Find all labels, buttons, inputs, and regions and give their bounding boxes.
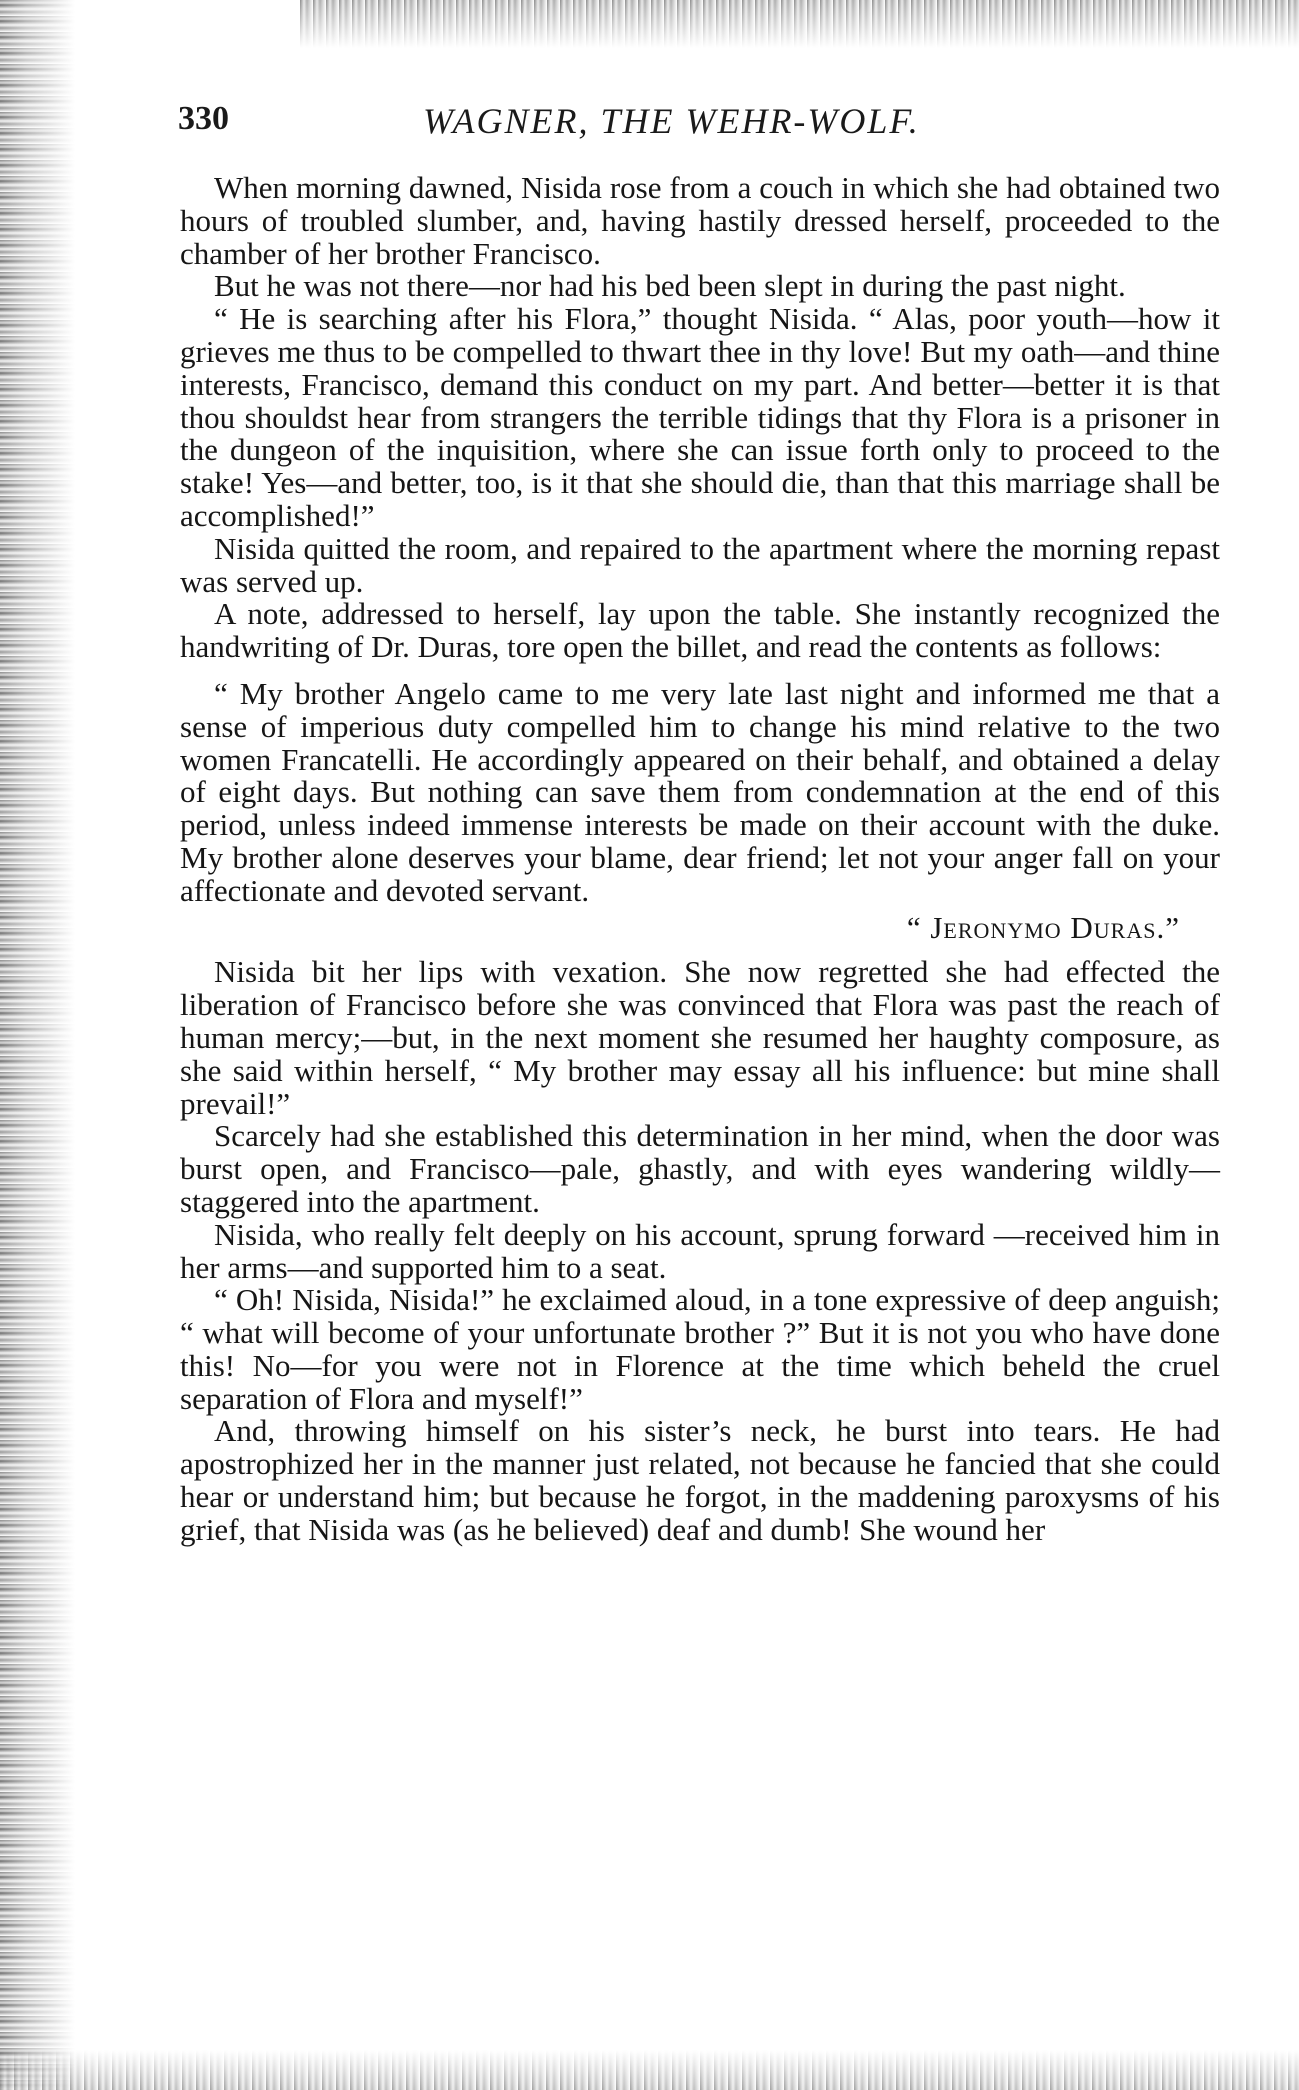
letter-signature: “ Jeronymo Duras.” (906, 909, 1180, 945)
paragraph: Nisida bit her lips with vexation. She now regretted she had effected the liberation of Francisco before she was convinced that Flora was past the reach of human mercy;—but, in the next moment she resumed her haughty composure, as she said within herself, “ My brother may essay all his influence: but mine shall prevail!” (180, 954, 1220, 1121)
paragraph: And, throwing himself on his sister’s neck, he burst into tears. He had apostrophized her in the manner just related, not because he fancied that she could hear or understand him; but because he forgot, in the maddening paroxysms of his grief, that Nisida was (as he believed) deaf and dumb! She wound her (180, 1413, 1220, 1547)
paragraph: “ He is searching after his Flora,” thought Nisida. “ Alas, poor youth—how it grieves me thus to be compelled to thwart thee in thy love! But my oath—and thine interests, Francisco, demand this conduct on my part. And better—better it is that thou shouldst hear from strangers the terrible tidings that thy Flora is a prisoner in the dungeon of the inquisition, where she can issue forth only to proceed to the stake! Yes—and better, too, is it that she should die, than that this marriage shall be accomplished!” (180, 301, 1220, 533)
paragraph: A note, addressed to herself, lay upon the table. She instantly recognized the handwriting of Dr. Duras, tore open the billet, and read the contents as follows: (180, 596, 1220, 665)
paragraph: Nisida quitted the room, and repaired to the apartment where the morning repast was served up. (180, 530, 1220, 599)
paragraph: Scarcely had she established this determination in her mind, when the door was burst open, and Francisco—pale, ghastly, and with eyes wandering wildly—staggered into the apartment. (180, 1118, 1220, 1219)
paragraph: Nisida, who really felt deeply on his account, sprung forward —received him in her arms—and supported him to a seat. (180, 1216, 1220, 1285)
body-text (180, 172, 1220, 1547)
scan-edge-left (0, 0, 75, 2090)
page-number: 330 (178, 100, 229, 137)
paragraph: “ Oh! Nisida, Nisida!” he exclaimed aloud, in a tone expressive of deep anguish; “ what will become of your unfortunate brother ?” But it is not you who have done this! No—for you were not in Florence at the time which beheld the cruel separation of Flora and myself!” (180, 1282, 1220, 1416)
scan-edge-bottom (0, 2050, 1299, 2090)
page-header (178, 100, 1218, 150)
paragraph: When morning dawned, Nisida rose from a couch in which she had obtained two hours of troubled slumber, and, having hastily dressed herself, proceeded to the chamber of her brother Francisco. (180, 170, 1220, 271)
paragraph: But he was not there—nor had his bed been slept in during the past night. (214, 268, 1126, 304)
letter-quote (180, 675, 1220, 945)
scan-edge-top (300, 0, 1299, 48)
running-title: WAGNER, THE WEHR-WOLF. (423, 101, 920, 141)
letter-text: “ My brother Angelo came to me very late last night and informed me that a sense of imperious duty compelled him to change his mind relative to the two women Francatelli. He accordingly appeared on their behalf, and obtained a delay of eight days. But nothing can save them from condemnation at the end of this period, unless indeed immense interests be made on their account with the duke. My brother alone deserves your blame, dear friend; let not your anger fall on your affectionate and devoted servant. (180, 675, 1220, 908)
